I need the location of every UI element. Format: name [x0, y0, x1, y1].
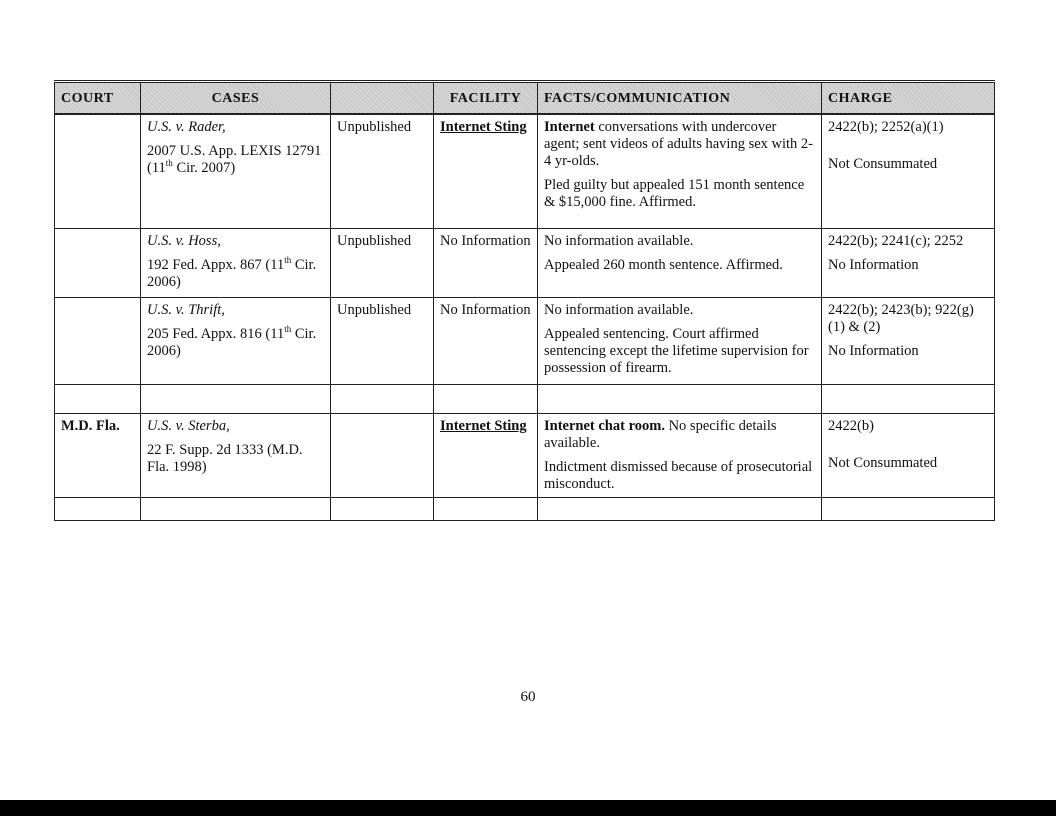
- facts-text: Internet conversations with undercover agent; sent videos of adults having sex with 2-4 yr-olds.: [544, 119, 814, 169]
- court-cell: [55, 229, 141, 298]
- table-row: [55, 114, 995, 229]
- facts-text: Internet chat room. No specific details available.: [544, 418, 777, 451]
- facts-outcome: Pled guilty but appealed 151 month sentence & $15,000 fine. Affirmed.: [544, 177, 805, 210]
- charge-cell: [822, 414, 995, 498]
- facility-cell: [434, 414, 538, 498]
- case-citation: 2007 U.S. App. LEXIS 12791 (11th Cir. 2007): [147, 143, 322, 176]
- case-name: U.S. v. Thrift,: [147, 302, 225, 318]
- empty-row: [55, 385, 995, 414]
- facts-text: No information available.: [544, 233, 694, 249]
- facility-label: Internet Sting: [440, 418, 527, 434]
- empty-row: [55, 498, 995, 521]
- header-facility: FACILITY: [434, 82, 538, 115]
- charge-status: Not Consummated: [828, 156, 938, 172]
- case-table: [54, 80, 995, 521]
- scan-border: [0, 800, 1056, 816]
- header-facts-communication: FACTS/COMMUNICATION: [538, 82, 822, 115]
- case-citation: 192 Fed. Appx. 867 (11th Cir. 2006): [147, 255, 317, 290]
- case-citation: 205 Fed. Appx. 816 (11th Cir. 2006): [147, 324, 317, 359]
- court-cell: [55, 114, 141, 229]
- header-charge: CHARGE: [822, 82, 995, 115]
- charge-cell: [822, 298, 995, 385]
- status-cell: Unpublished: [331, 229, 434, 298]
- charge-cell: [822, 114, 995, 229]
- charge-statutes: 2422(b): [828, 418, 874, 434]
- charge-statutes: 2422(b); 2241(c); 2252: [828, 233, 964, 249]
- header-cases: CASES: [141, 82, 331, 115]
- facts-outcome: Appealed sentencing. Court affirmed sentencing except the lifetime supervision for possession of firearm.: [544, 326, 809, 376]
- table-row: [55, 229, 995, 298]
- case-name: U.S. v. Sterba,: [147, 418, 230, 434]
- charge-status: Not Consummated: [828, 455, 938, 471]
- case-citation: 22 F. Supp. 2d 1333 (M.D. Fla. 1998): [147, 442, 303, 475]
- case-cell: [141, 229, 331, 298]
- status-cell: Unpublished: [331, 114, 434, 229]
- table-row: [55, 414, 995, 498]
- facts-cell: [538, 414, 822, 498]
- facility-label: Internet Sting: [440, 119, 527, 135]
- court-cell: M.D. Fla.: [55, 414, 141, 498]
- header-blank: [331, 82, 434, 115]
- case-cell: [141, 298, 331, 385]
- charge-statutes: 2422(b); 2423(b); 922(g)(1) & (2): [828, 302, 974, 335]
- court-cell: [55, 298, 141, 385]
- facts-cell: [538, 114, 822, 229]
- facts-outcome: Indictment dismissed because of prosecutorial misconduct.: [544, 459, 813, 492]
- facility-cell: No Information: [434, 298, 538, 385]
- status-cell: [331, 414, 434, 498]
- charge-statutes: 2422(b); 2252(a)(1): [828, 119, 944, 135]
- charge-status: No Information: [828, 257, 919, 273]
- case-cell: [141, 114, 331, 229]
- facts-cell: [538, 229, 822, 298]
- case-cell: [141, 414, 331, 498]
- facility-cell: [434, 114, 538, 229]
- charge-cell: [822, 229, 995, 298]
- status-cell: Unpublished: [331, 298, 434, 385]
- charge-status: No Information: [828, 343, 919, 359]
- table-header: [55, 82, 995, 115]
- page-number: 60: [520, 689, 536, 705]
- facility-cell: No Information: [434, 229, 538, 298]
- facts-text: No information available.: [544, 302, 694, 318]
- header-court: COURT: [55, 82, 141, 115]
- case-name: U.S. v. Rader,: [147, 119, 226, 135]
- case-name: U.S. v. Hoss,: [147, 233, 221, 249]
- facts-outcome: Appealed 260 month sentence. Affirmed.: [544, 257, 783, 273]
- table-row: [55, 298, 995, 385]
- facts-cell: [538, 298, 822, 385]
